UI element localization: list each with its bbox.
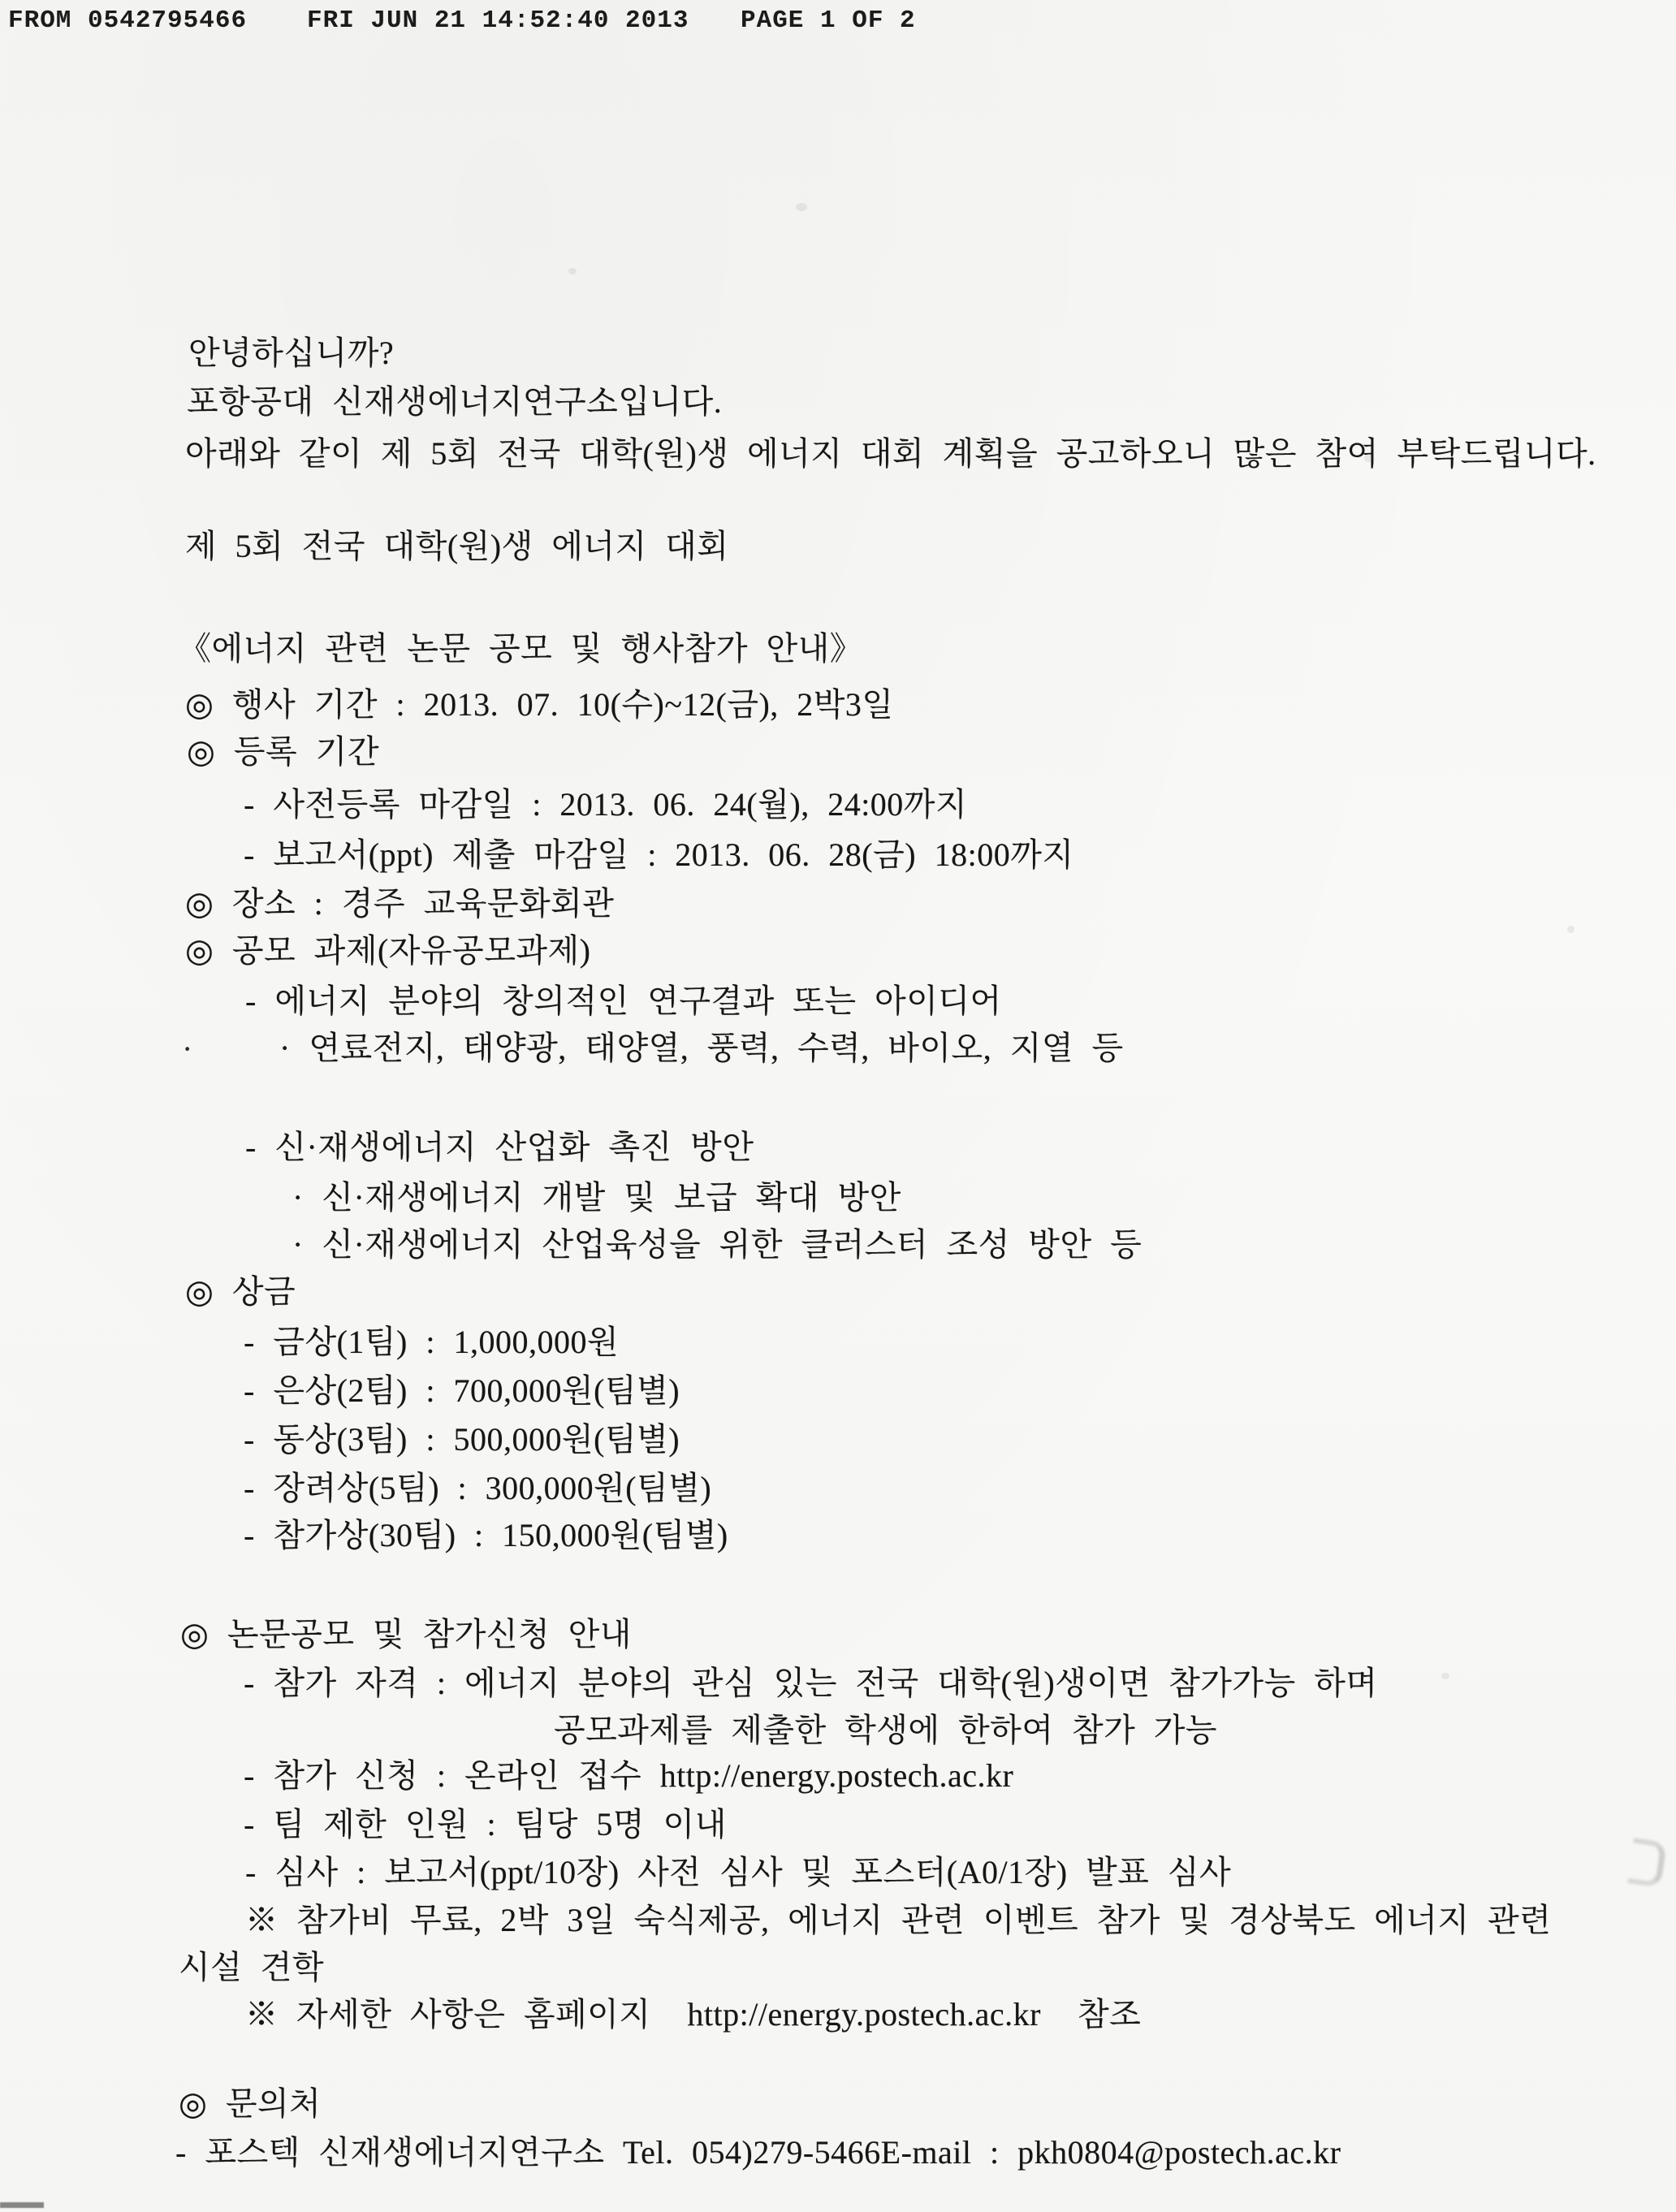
prizes-heading: ◎ 상금 (185, 1273, 296, 1310)
contact-heading: ◎ 문의처 (179, 2085, 322, 2122)
event-title: 제 5회 전국 대학(원)생 에너지 대회 (185, 528, 729, 564)
topics-item-1-sub: · 연료전지, 태양광, 태양열, 풍력, 수력, 바이오, 지열 등 (279, 1030, 1124, 1066)
registration-item-report-deadline: - 보고서(ppt) 제출 마감일 : 2013. 06. 28(금) 18:00까지 (244, 836, 1074, 873)
application-apply-line: - 참가 신청 : 온라인 접수 http://energy.postech.ac.kr (244, 1757, 1014, 1794)
stray-dot-marker: · (182, 1030, 193, 1067)
fax-header (0, 6, 1676, 41)
paper-speck (1567, 926, 1574, 933)
application-judging: - 심사 : 보고서(ppt/10장) 사전 심사 및 포스터(A0/1장) 발표 심사 (245, 1854, 1232, 1890)
topics-item-2-sub-1: · 신·재생에너지 개발 및 보급 확대 방안 (292, 1179, 901, 1216)
application-note-1b: 시설 견학 (179, 1949, 325, 1985)
prize-encouragement: - 장려상(5팀) : 300,000원(팀별) (244, 1470, 712, 1506)
fax-sender-number: FROM 0542795466 (8, 6, 248, 35)
paper-speck (844, 1194, 853, 1200)
contact-line: - 포스텍 신재생에너지연구소 Tel. 054)279-5466E-mail : pkh0804@postech.ac.kr (175, 2134, 1341, 2171)
paper-speck (796, 203, 807, 211)
fax-page-indicator: PAGE 1 OF 2 (741, 6, 916, 35)
topics-item-1: - 에너지 분야의 창의적인 연구결과 또는 아이디어 (245, 983, 1002, 1019)
paper-speck (1364, 455, 1374, 462)
registration-heading: ◎ 등록 기간 (187, 733, 379, 770)
greeting-line-1: 안녕하십니까? (188, 335, 395, 371)
event-period: ◎ 행사 기간 : 2013. 07. 10(수)~12(금), 2박3일 (185, 686, 894, 723)
application-eligibility-2: 공모과제를 제출한 학생에 한하여 참가 가능 (554, 1712, 1218, 1748)
greeting-line-3: 아래와 같이 제 5회 전국 대학(원)생 에너지 대회 계획을 공고하오니 많은 참여 부탁드립니다. (185, 435, 1596, 472)
application-note-1a: ※ 참가비 무료, 2박 3일 숙식제공, 에너지 관련 이벤트 참가 및 경상북도 에너지 관련 (245, 1902, 1552, 1938)
scan-edge-artifact (0, 2202, 44, 2208)
scan-smudge (1627, 1838, 1666, 1887)
application-eligibility-1: - 참가 자격 : 에너지 분야의 관심 있는 전국 대학(원)생이면 참가가능 하며 (244, 1665, 1378, 1701)
section-heading: 《에너지 관련 논문 공모 및 행사참가 안내》 (179, 630, 863, 667)
topics-item-2-sub-2: · 신·재생에너지 산업육성을 위한 클러스터 조성 방안 등 (292, 1226, 1143, 1263)
topics-item-2: - 신·재생에너지 산업화 촉진 방안 (245, 1129, 754, 1165)
application-team-limit: - 팀 제한 인원 : 팀당 5명 이내 (244, 1806, 727, 1843)
prize-participation: - 참가상(30팀) : 150,000원(팀별) (244, 1517, 728, 1553)
paper-speck (1441, 1673, 1449, 1679)
topics-heading: ◎ 공모 과제(자유공모과제) (185, 932, 591, 969)
greeting-line-2: 포항공대 신재생에너지연구소입니다. (187, 383, 723, 420)
prize-silver: - 은상(2팀) : 700,000원(팀별) (244, 1372, 680, 1409)
prize-bronze: - 동상(3팀) : 500,000원(팀별) (244, 1421, 680, 1458)
fax-timestamp: FRI JUN 21 14:52:40 2013 (307, 6, 689, 35)
application-heading: ◎ 논문공모 및 참가신청 안내 (180, 1616, 632, 1653)
prize-gold: - 금상(1팀) : 1,000,000원 (244, 1324, 620, 1360)
paper-speck (568, 268, 577, 274)
venue-line: ◎ 장소 : 경주 교육문화회관 (185, 885, 615, 922)
application-note-2: ※ 자세한 사항은 홈페이지 http://energy.postech.ac.kr 참조 (245, 1996, 1142, 2033)
registration-item-predeadline: - 사전등록 마감일 : 2013. 06. 24(월), 24:00까지 (244, 786, 968, 823)
